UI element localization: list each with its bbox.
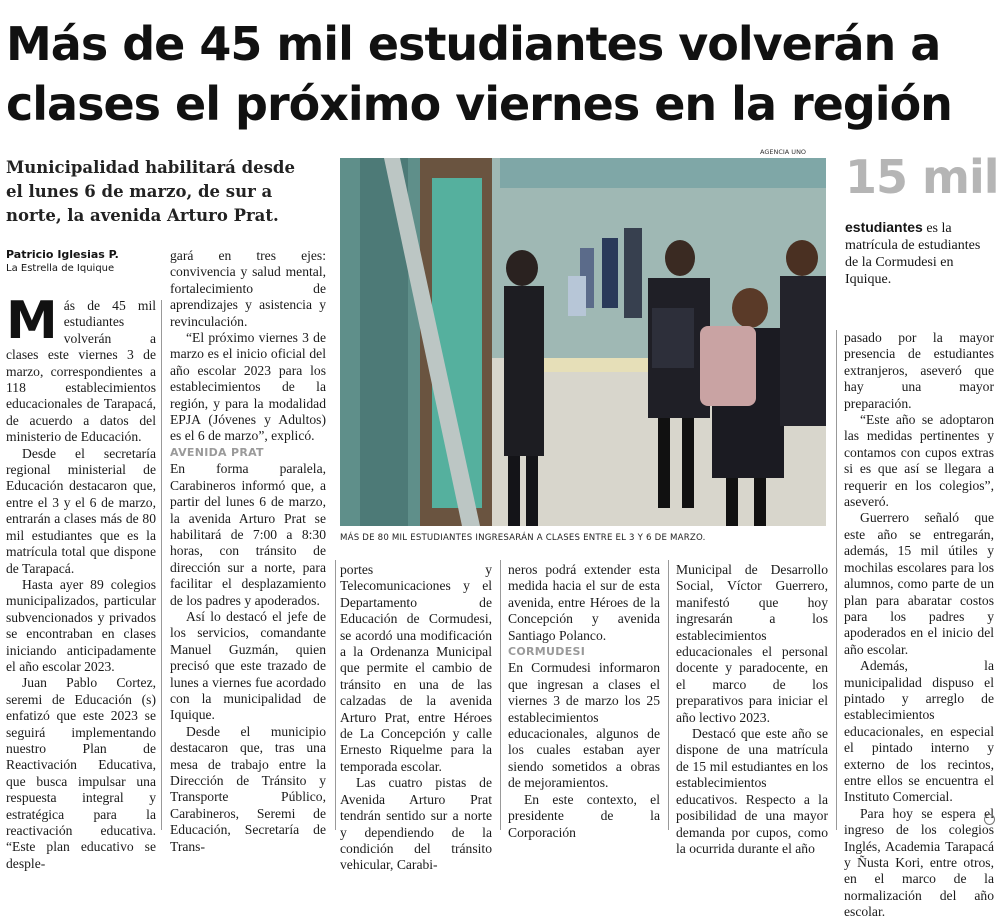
highlight-box <box>845 219 993 288</box>
highlight-bold: estudiantes <box>845 219 923 235</box>
paragraph: Así lo destacó el jefe de los servicios, comandante Manuel Guzmán, quien precisó que este trazado de lunes a viernes fue acordado con la municipalidad de Iquique. <box>170 608 326 723</box>
paragraph: “El próximo viernes 3 de marzo es el inicio oficial del año escolar 2023 para los establecimientos de la región, y para la modalidad EPJA (Jóvenes y Adultos) es el 6 de marzo”, explicó. <box>170 330 326 444</box>
column-rule <box>836 330 837 830</box>
headline-line-1: Más de 45 mil estudiantes volverán a <box>6 17 941 71</box>
highlight-text: es la matrícula de estudiantes de la Cormudesi en Iquique. <box>845 221 981 287</box>
article-column-1 <box>6 291 156 872</box>
paragraph: En este contexto, el presidente de la Corporación <box>508 791 660 840</box>
highlight-number: 15 mil <box>845 150 999 204</box>
column-rule <box>335 560 336 830</box>
headline <box>6 14 996 134</box>
article-column-3 <box>340 562 492 874</box>
article-column-5 <box>676 562 828 857</box>
lead-paragraph <box>6 291 156 446</box>
headline-line-2: clases el próximo viernes en la región <box>6 77 952 131</box>
column-rule <box>668 560 669 830</box>
column-rule <box>500 560 501 830</box>
paragraph: gará en tres ejes: convivencia y salud mental, fortalecimiento de aprendizajes y asistencia y revinculación. <box>170 248 326 329</box>
article-photo <box>340 158 826 526</box>
author-name: Patricio Iglesias P. <box>6 248 119 261</box>
paragraph: Además, la municipalidad dispuso el pintado y arreglo de establecimientos educacionales, en especial el pintado interno y externo de los recintos, entre ellos se encuentra el Instituto Comercial. <box>844 658 994 805</box>
paragraph: Las cuatro pistas de Avenida Arturo Prat tendrán sentido sur a norte y dependiendo de la condición del tránsito vehicular, Carabi- <box>340 775 492 873</box>
paragraph-text: ás de 45 mil estudiantes volverán a clases este viernes 3 de marzo, correspondientes a 118 establecimientos educacionales de Tarapacá, de acuerdo a datos del ministerio de Educación. <box>6 298 156 445</box>
article-column-4 <box>508 562 660 841</box>
paragraph: Municipal de Desarrollo Social, Víctor Guerrero, manifestó que hoy ingresarán a los establecimientos educacionales el personal docente y paradocente, en el marco de los preparativos para iniciar el año lectivo 2023. <box>676 562 828 725</box>
outlet-name: La Estrella de Iquique <box>6 263 115 274</box>
paragraph: En Cormudesi informaron que ingresan a clases el viernes 3 de marzo los 25 establecimientos educacionales, algunos de los cuales estaban ayer siendo sometidos a obras de mejoramientos. <box>508 660 660 791</box>
paragraph: “Este año se adoptaron las medidas pertinentes y contamos con cupos extras si es que así se llegara a requerir en los colegios”, aseveró. <box>844 412 994 510</box>
paragraph: portes y Telecomunicaciones y el Departamento de Educación de Cormudesi, se acordó una modificación a la Ordenanza Municipal que permite el cambio de tránsito en una de las calzadas de la avenida Arturo Prat, entre Héroes de La Concepción y calle Ernesto Riquelme para la temporada escolar. <box>340 562 492 774</box>
subhead-cormudesi: CORMUDESI <box>508 645 586 659</box>
paragraph: neros podrá extender esta medida hacia el sur de esta avenida, entre Héroes de la Concepción y avenida Santiago Polanco. <box>508 562 660 643</box>
article-column-2 <box>170 248 326 855</box>
photo-credit: AGENCIA UNO <box>760 148 807 156</box>
paragraph: Para hoy se espera el ingreso de los colegios Inglés, Academia Tarapacá y Ñusta Kori, entre otros, en el marco de la normalización del año escolar. <box>844 805 994 920</box>
photo-caption: MÁS DE 80 MIL ESTUDIANTES INGRESARÁN A CLASES ENTRE EL 3 Y 6 DE MARZO. <box>340 533 706 543</box>
column-rule <box>161 300 162 830</box>
paragraph: pasado por la mayor presencia de estudiantes extranjeros, aseveró que hay una mayor preparación. <box>844 330 994 411</box>
paragraph: En forma paralela, Carabineros informó que, a partir del lunes 6 de marzo, la avenida Arturo Prat se habilitará de 7:00 a 8:30 horas, con tránsito de dirección sur a norte, para facilitar el desplazamiento de los padres y apoderados. <box>170 461 326 608</box>
paragraph: Destacó que este año se dispone de una matrícula de 15 mil estudiantes en los establecimientos educativos. Respecto a la posibilidad de una mayor demanda por cupos, como la ocurrida durante el año <box>676 726 828 856</box>
paragraph: Guerrero señaló que este año se entregarán, además, 15 mil útiles y mochilas escolares para los alumnos, como parte de un plan para abaratar costos para los padres y apoderados en el inicio del año escolar. <box>844 510 994 657</box>
paragraph: Desde el secretaría regional ministerial de Educación destacaron que, entre el 3 y el 6 de marzo, entrarán a clases más de 80 mil estudiantes que es la matrícula total que dispone de Tarapacá. <box>6 445 156 576</box>
end-mark-icon <box>984 814 995 825</box>
students-photo-illustration <box>340 158 826 526</box>
dropcap: M <box>6 291 58 351</box>
deck: Municipalidad habilitará desde el lunes 6 de marzo, de sur a norte, la avenida Arturo Prat. <box>6 158 295 225</box>
paragraph: Desde el municipio destacaron que, tras una mesa de trabajo entre la Dirección de Tránsito y Transporte Público, Carabineros, Seremi de Educación, Secretaría de Trans- <box>170 723 326 854</box>
article-column-6 <box>844 330 994 921</box>
subhead-avenida-prat: AVENIDA PRAT <box>170 445 264 459</box>
paragraph: Juan Pablo Cortez, seremi de Educación (s) enfatizó que este 2023 se seguirá implementando nuestro Plan de Reactivación Educativa, que busca impulsar una respuesta integral y estratégica para la reactivación educativa. “Este plan educativo se desple- <box>6 675 156 871</box>
paragraph: Hasta ayer 89 colegios municipalizados, particular subvencionados y privados se encontraban en clases iniciando anticipadamente el año escolar 2023. <box>6 576 156 674</box>
